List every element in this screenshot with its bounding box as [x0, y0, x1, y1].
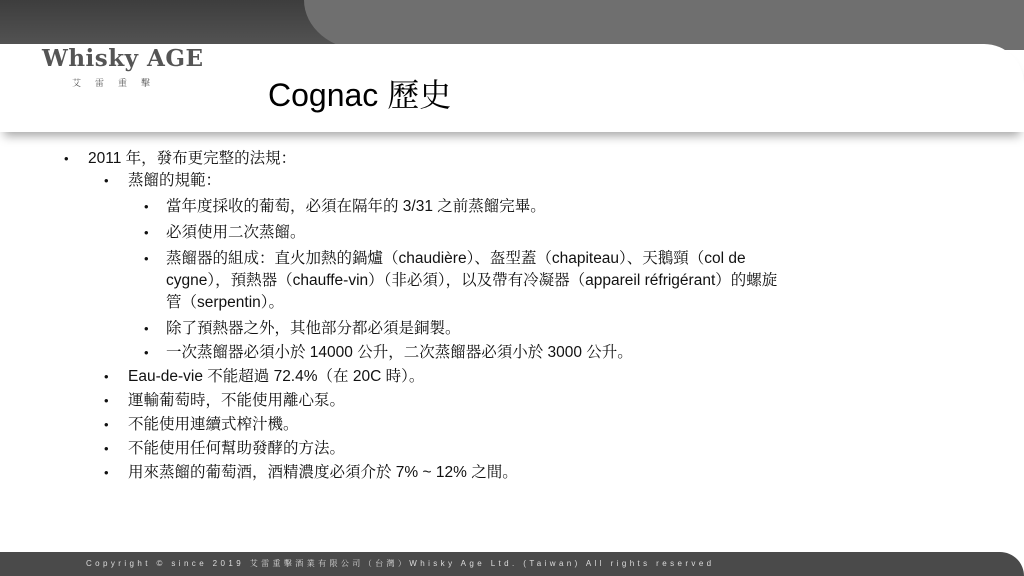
bullet-dot: • [104, 417, 109, 432]
bullet-dot: • [144, 321, 149, 336]
bullet-dot: • [144, 225, 149, 240]
bullet-dot: • [144, 251, 149, 266]
bullet-dot: • [104, 173, 109, 188]
bullet-dot: • [64, 151, 69, 166]
bullet-level2: 蒸餾的規範： [128, 172, 222, 189]
bullet-level2: 運輸葡萄時，不能使用離心泵。 [128, 392, 346, 409]
logo-wordmark: Whisky AGE [42, 45, 204, 72]
bullet-level2: 不能使用連續式榨汁機。 [128, 416, 299, 433]
bullet-dot: • [104, 441, 109, 456]
bullet-level3: 當年度採收的葡萄，必須在隔年的 3/31 之前蒸餾完畢。 [166, 198, 546, 215]
bullet-dot: • [144, 345, 149, 360]
copyright-text: Copyright © since 2019 艾雷重擊酒業有限公司（台灣）Whisky Age Ltd. (Taiwan) All rights reserved [86, 559, 715, 568]
footer-bar [0, 552, 1024, 576]
bullet-dot: • [104, 465, 109, 480]
bullet-level2: 不能使用任何幫助發酵的方法。 [128, 440, 346, 457]
bullet-dot: • [144, 199, 149, 214]
brand-logo [42, 45, 212, 95]
bullet-level3: 必須使用二次蒸餾。 [166, 224, 306, 241]
top-band [0, 0, 1024, 50]
logo-subtitle: 艾雷重擊 [72, 78, 165, 88]
bullet-dot: • [104, 369, 109, 384]
bullet-dot: • [104, 393, 109, 408]
bullet-level2: 用來蒸餾的葡萄酒，酒精濃度必須介於 7% ~ 12% 之間。 [128, 464, 518, 481]
bullet-level2: Eau-de-vie 不能超過 72.4%（在 20C 時）。 [128, 368, 425, 385]
bullet-level3: 一次蒸餾器必須小於 14000 公升，二次蒸餾器必須小於 3000 公升。 [166, 344, 633, 361]
slide-title: Cognac 歷史 [268, 77, 452, 113]
bullet-level1: 2011 年，發布更完整的法規： [88, 150, 297, 167]
bullet-level3-line1: 蒸餾器的組成：直火加熱的鍋爐（chaudière）、盔型蓋（chapiteau）、天鵝頸（col de [166, 250, 746, 267]
top-band-tab [304, 0, 1024, 50]
bullet-level3-line2: cygne），預熱器（chauffe-vin）（非必須），以及帶有冷凝器（appareil réfrigérant）的螺旋 [166, 272, 778, 289]
bullet-level3-line3: 管（serpentin）。 [166, 294, 285, 311]
bullet-level3: 除了預熱器之外，其他部分都必須是銅製。 [166, 320, 461, 337]
